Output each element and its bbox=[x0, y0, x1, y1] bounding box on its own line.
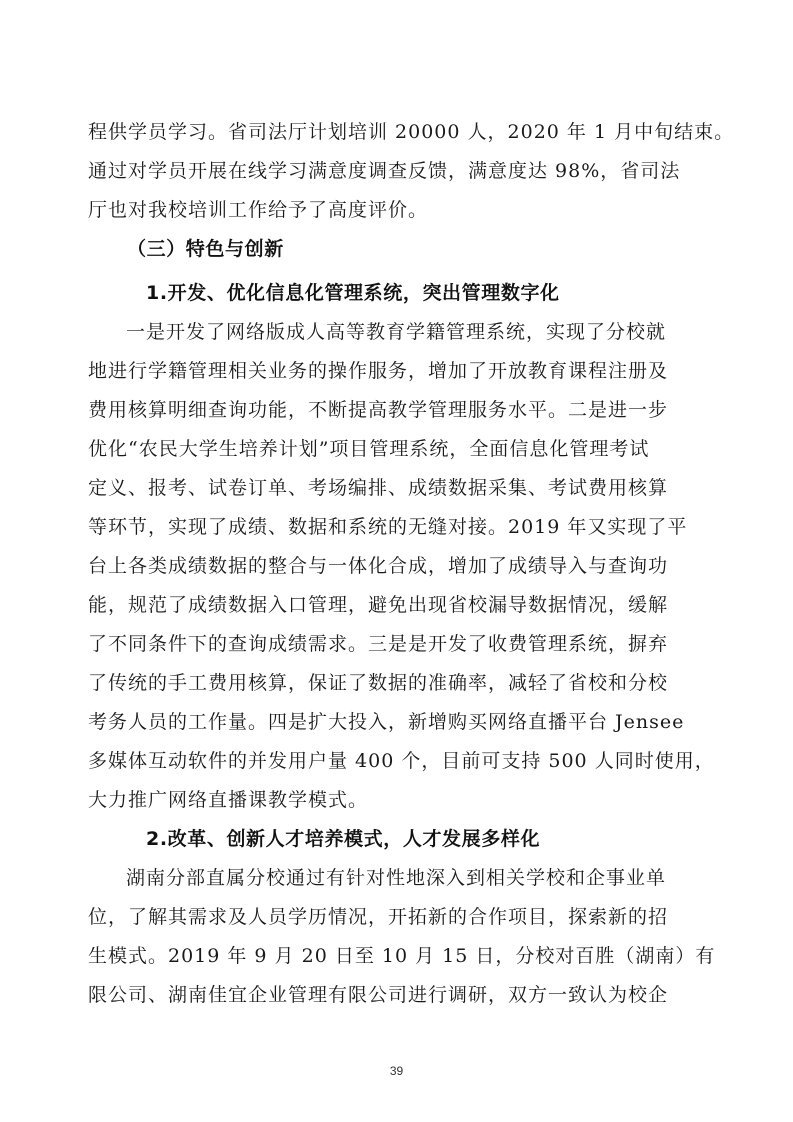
text-line: 定义、报考、试卷订单、考场编排、成绩数据采集、考试费用核算 bbox=[88, 477, 669, 499]
text-line: 了不同条件下的查询成绩需求。三是是开发了收费管理系统，摒弃 bbox=[88, 633, 669, 655]
subsection-heading: 2.改革、创新人才培养模式，人才发展多样化 bbox=[146, 828, 541, 850]
text-line: 多媒体互动软件的并发用户量 400 个，目前可支持 500 人同时使用， bbox=[88, 750, 715, 772]
text-line: 程供学员学习。省司法厅计划培训 20000 人，2020 年 1 月中旬结束。 bbox=[88, 121, 735, 143]
text-line: 通过对学员开展在线学习满意度调查反馈，满意度达 98%，省司法 bbox=[88, 160, 681, 182]
text-line: 一是开发了网络版成人高等教育学籍管理系统，实现了分校就 bbox=[126, 321, 667, 343]
text-line: 地进行学籍管理相关业务的操作服务，增加了开放教育课程注册及 bbox=[88, 360, 669, 382]
text-line: 生模式。2019 年 9 月 20 日至 10 月 15 日，分校对百胜（湖南）有 bbox=[88, 945, 716, 967]
subsection-heading: 1.开发、优化信息化管理系统，突出管理数字化 bbox=[146, 282, 560, 304]
text-line: 限公司、湖南佳宜企业管理有限公司进行调研，双方一致认为校企 bbox=[88, 984, 669, 1006]
text-line: 台上各类成绩数据的整合与一体化合成，增加了成绩导入与查询功 bbox=[88, 555, 669, 577]
text-line: 等环节，实现了成绩、数据和系统的无缝对接。2019 年又实现了平 bbox=[88, 516, 688, 538]
text-line: 位，了解其需求及人员学历情况，开拓新的合作项目，探索新的招 bbox=[88, 906, 669, 928]
text-line: 厅也对我校培训工作给予了高度评价。 bbox=[88, 199, 429, 221]
section-heading: （三）特色与创新 bbox=[127, 238, 284, 260]
text-line: 湖南分部直属分校通过有针对性地深入到相关学校和企事业单 bbox=[126, 867, 667, 889]
text-line: 大力推广网络直播课教学模式。 bbox=[88, 789, 369, 811]
text-line: 优化“农民大学生培养计划”项目管理系统，全面信息化管理考试 bbox=[88, 438, 650, 460]
text-line: 费用核算明细查询功能，不断提高教学管理服务水平。二是进一步 bbox=[88, 399, 669, 421]
text-line: 了传统的手工费用核算，保证了数据的准确率，减轻了省校和分校 bbox=[88, 672, 669, 694]
text-line: 能，规范了成绩数据入口管理，避免出现省校漏导数据情况，缓解 bbox=[88, 594, 669, 616]
page-number: 39 bbox=[389, 1064, 404, 1078]
text-line: 考务人员的工作量。四是扩大投入，新增购买网络直播平台 Jensee bbox=[88, 711, 685, 733]
